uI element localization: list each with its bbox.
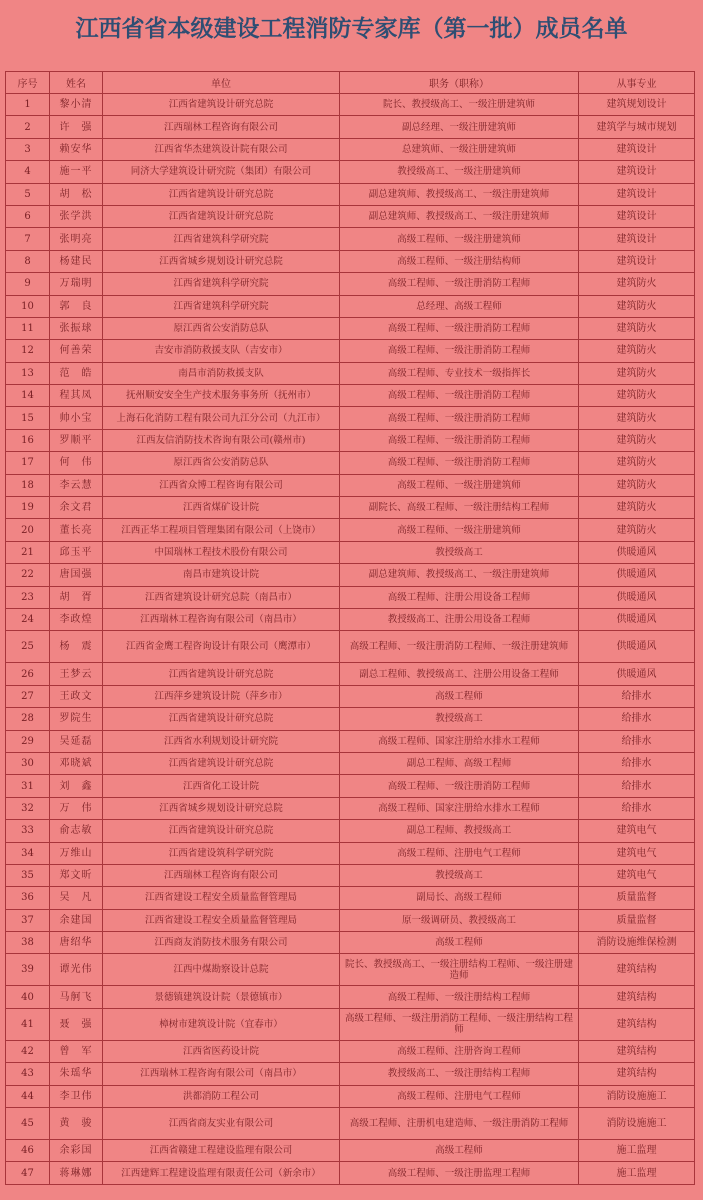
cell-name: 万维山	[50, 842, 103, 864]
cell-title: 高级工程师、一级注册消防工程师	[340, 775, 579, 797]
cell-name: 胡 松	[50, 183, 103, 205]
cell-field: 质量监督	[579, 887, 695, 909]
cell-unit: 江西省建筑设计研究总院	[103, 708, 340, 730]
cell-no: 14	[6, 385, 50, 407]
header-field: 从事专业	[579, 72, 695, 94]
cell-unit: 江西萍乡建筑设计院（萍乡市）	[103, 685, 340, 707]
cell-title: 副总工程师、高级工程师	[340, 752, 579, 774]
table-row	[6, 797, 695, 819]
cell-title: 高级工程师、一级注册消防工程师	[340, 429, 579, 451]
cell-no: 8	[6, 250, 50, 272]
cell-name: 聂 强	[50, 1008, 103, 1040]
cell-title: 教授级高工、一级注册结构工程师	[340, 1063, 579, 1085]
cell-title: 副总建筑师、教授级高工、一级注册建筑师	[340, 183, 579, 205]
cell-no: 13	[6, 362, 50, 384]
table-row	[6, 94, 695, 116]
cell-unit: 江西省建筑科学研究院	[103, 228, 340, 250]
cell-no: 27	[6, 685, 50, 707]
page-title: 江西省省本级建设工程消防专家库（第一批）成员名单	[75, 15, 628, 42]
cell-name: 范 皓	[50, 362, 103, 384]
cell-field: 建筑设计	[579, 161, 695, 183]
cell-field: 供暖通风	[579, 608, 695, 630]
cell-no: 41	[6, 1008, 50, 1040]
cell-no: 6	[6, 205, 50, 227]
cell-no: 10	[6, 295, 50, 317]
cell-unit: 江西省建筑设计研究总院	[103, 820, 340, 842]
cell-unit: 江西省华杰建筑设计院有限公司	[103, 138, 340, 160]
header-no: 序号	[6, 72, 50, 94]
cell-no: 47	[6, 1162, 50, 1184]
cell-no: 11	[6, 317, 50, 339]
cell-field: 供暖通风	[579, 631, 695, 663]
cell-unit: 江西省水利规划设计研究院	[103, 730, 340, 752]
cell-unit: 洪都消防工程公司	[103, 1085, 340, 1107]
cell-name: 万 伟	[50, 797, 103, 819]
cell-title: 高级工程师、一级注册消防工程师、一级注册结构工程师	[340, 1008, 579, 1040]
cell-unit: 江西省建筑科学研究院	[103, 273, 340, 295]
header-unit: 单位	[103, 72, 340, 94]
cell-title: 高级工程师	[340, 685, 579, 707]
cell-no: 44	[6, 1085, 50, 1107]
table-row	[6, 1162, 695, 1184]
cell-no: 16	[6, 429, 50, 451]
table-row	[6, 250, 695, 272]
table-row	[6, 954, 695, 986]
table-row	[6, 407, 695, 429]
cell-title: 高级工程师、一级注册消防工程师	[340, 385, 579, 407]
table-row	[6, 608, 695, 630]
cell-no: 37	[6, 909, 50, 931]
cell-field: 供暖通风	[579, 564, 695, 586]
cell-name: 董长亮	[50, 519, 103, 541]
cell-field: 建筑防火	[579, 340, 695, 362]
cell-field: 建筑结构	[579, 1040, 695, 1062]
cell-name: 黄 骏	[50, 1108, 103, 1140]
cell-name: 李云慧	[50, 474, 103, 496]
cell-unit: 抚州顺安安全生产技术服务事务所（抚州市）	[103, 385, 340, 407]
cell-name: 许 强	[50, 116, 103, 138]
cell-title: 高级工程师、注册电气工程师	[340, 1085, 579, 1107]
cell-field: 质量监督	[579, 909, 695, 931]
cell-no: 5	[6, 183, 50, 205]
table-row	[6, 519, 695, 541]
cell-unit: 江西友信消防技术咨询有限公司(赣州市)	[103, 429, 340, 451]
cell-name: 万瑞明	[50, 273, 103, 295]
cell-field: 建筑设计	[579, 138, 695, 160]
cell-title: 高级工程师、一级注册建筑师	[340, 519, 579, 541]
cell-unit: 江西省建筑设计研究总院（南昌市）	[103, 586, 340, 608]
cell-no: 15	[6, 407, 50, 429]
cell-name: 胡 胥	[50, 586, 103, 608]
cell-field: 建筑电气	[579, 864, 695, 886]
table-row	[6, 864, 695, 886]
table-row	[6, 909, 695, 931]
cell-unit: 江西省众博工程咨询有限公司	[103, 474, 340, 496]
cell-no: 18	[6, 474, 50, 496]
table-row	[6, 932, 695, 954]
cell-no: 34	[6, 842, 50, 864]
cell-no: 12	[6, 340, 50, 362]
cell-no: 40	[6, 986, 50, 1008]
cell-field: 建筑设计	[579, 228, 695, 250]
cell-field: 施工监理	[579, 1140, 695, 1162]
table-row	[6, 685, 695, 707]
cell-no: 19	[6, 497, 50, 519]
table-row	[6, 842, 695, 864]
cell-name: 杨建民	[50, 250, 103, 272]
cell-name: 黎小清	[50, 94, 103, 116]
cell-name: 赖安华	[50, 138, 103, 160]
cell-no: 32	[6, 797, 50, 819]
cell-title: 教授级高工、注册公用设备工程师	[340, 608, 579, 630]
cell-name: 何 伟	[50, 452, 103, 474]
cell-name: 李卫伟	[50, 1085, 103, 1107]
cell-unit: 同济大学建筑设计研究院（集团）有限公司	[103, 161, 340, 183]
table-row	[6, 228, 695, 250]
cell-unit: 江西省赣建工程建设监理有限公司	[103, 1140, 340, 1162]
table-row	[6, 663, 695, 685]
cell-field: 建筑结构	[579, 1008, 695, 1040]
cell-unit: 樟树市建筑设计院（宜春市）	[103, 1008, 340, 1040]
cell-no: 35	[6, 864, 50, 886]
cell-no: 20	[6, 519, 50, 541]
cell-no: 30	[6, 752, 50, 774]
cell-name: 唐国强	[50, 564, 103, 586]
cell-no: 4	[6, 161, 50, 183]
cell-title: 高级工程师、一级注册建筑师	[340, 228, 579, 250]
cell-no: 29	[6, 730, 50, 752]
cell-name: 谭光伟	[50, 954, 103, 986]
cell-unit: 江西省化工设计院	[103, 775, 340, 797]
cell-title: 高级工程师、注册机电建造师、一级注册消防工程师	[340, 1108, 579, 1140]
cell-name: 施一平	[50, 161, 103, 183]
cell-title: 教授级高工、一级注册建筑师	[340, 161, 579, 183]
cell-name: 帅小宝	[50, 407, 103, 429]
cell-name: 吴 凡	[50, 887, 103, 909]
table-header-row	[6, 72, 695, 94]
cell-unit: 江西中煤勘察设计总院	[103, 954, 340, 986]
table-row	[6, 1140, 695, 1162]
table-row	[6, 138, 695, 160]
cell-unit: 景德镇建筑设计院（景德镇市）	[103, 986, 340, 1008]
cell-title: 教授级高工	[340, 864, 579, 886]
cell-unit: 江西省建设筑科学研究院	[103, 842, 340, 864]
cell-name: 曾 军	[50, 1040, 103, 1062]
cell-title: 教授级高工	[340, 541, 579, 563]
table-row	[6, 586, 695, 608]
cell-field: 建筑结构	[579, 1063, 695, 1085]
table-row	[6, 497, 695, 519]
cell-name: 余文君	[50, 497, 103, 519]
cell-name: 邓晓斌	[50, 752, 103, 774]
cell-title: 高级工程师、一级注册消防工程师、一级注册建筑师	[340, 631, 579, 663]
cell-title: 副总经理、一级注册建筑师	[340, 116, 579, 138]
cell-name: 张明亮	[50, 228, 103, 250]
cell-name: 张振球	[50, 317, 103, 339]
cell-unit: 江西省建筑设计研究总院	[103, 205, 340, 227]
cell-field: 建筑学与城市规划	[579, 116, 695, 138]
cell-unit: 江西瑞林工程咨询有限公司	[103, 864, 340, 886]
table-row	[6, 340, 695, 362]
cell-title: 副局长、高级工程师	[340, 887, 579, 909]
cell-name: 朱瑶华	[50, 1063, 103, 1085]
cell-no: 36	[6, 887, 50, 909]
cell-unit: 江西瑞林工程咨询有限公司（南昌市）	[103, 1063, 340, 1085]
cell-title: 副总建筑师、教授级高工、一级注册建筑师	[340, 564, 579, 586]
cell-no: 23	[6, 586, 50, 608]
table-row	[6, 1008, 695, 1040]
table-row	[6, 887, 695, 909]
cell-unit: 江西商友消防技术服务有限公司	[103, 932, 340, 954]
cell-name: 蒋琳娜	[50, 1162, 103, 1184]
cell-unit: 江西省煤矿设计院	[103, 497, 340, 519]
cell-no: 9	[6, 273, 50, 295]
cell-title: 院长、教授级高工、一级注册建筑师	[340, 94, 579, 116]
table-row	[6, 775, 695, 797]
cell-unit: 江西瑞林工程咨询有限公司（南昌市）	[103, 608, 340, 630]
cell-name: 程其凤	[50, 385, 103, 407]
cell-no: 46	[6, 1140, 50, 1162]
cell-title: 高级工程师、注册公用设备工程师	[340, 586, 579, 608]
cell-no: 1	[6, 94, 50, 116]
cell-no: 25	[6, 631, 50, 663]
cell-field: 消防设施施工	[579, 1085, 695, 1107]
cell-unit: 江西省建筑设计研究总院	[103, 752, 340, 774]
cell-no: 33	[6, 820, 50, 842]
cell-no: 24	[6, 608, 50, 630]
cell-unit: 江西正华工程项目管理集团有限公司（上饶市）	[103, 519, 340, 541]
cell-unit: 原江西省公安消防总队	[103, 452, 340, 474]
cell-title: 教授级高工	[340, 708, 579, 730]
cell-name: 马舸飞	[50, 986, 103, 1008]
cell-name: 邱玉平	[50, 541, 103, 563]
table-row	[6, 820, 695, 842]
cell-no: 39	[6, 954, 50, 986]
cell-title: 高级工程师、一级注册消防工程师	[340, 407, 579, 429]
member-table	[5, 71, 695, 1185]
cell-title: 高级工程师、注册咨询工程师	[340, 1040, 579, 1062]
table-row	[6, 986, 695, 1008]
cell-field: 建筑防火	[579, 295, 695, 317]
table-row	[6, 631, 695, 663]
cell-unit: 江西省城乡规划设计研究总院	[103, 797, 340, 819]
table-row	[6, 205, 695, 227]
header-title: 职务（职称）	[340, 72, 579, 94]
cell-no: 22	[6, 564, 50, 586]
cell-title: 高级工程师、专业技术一级指挥长	[340, 362, 579, 384]
cell-name: 罗顺平	[50, 429, 103, 451]
cell-unit: 江西省城乡规划设计研究总院	[103, 250, 340, 272]
table-row	[6, 273, 695, 295]
cell-field: 给排水	[579, 752, 695, 774]
cell-field: 建筑设计	[579, 250, 695, 272]
cell-field: 建筑防火	[579, 385, 695, 407]
cell-name: 唐绍华	[50, 932, 103, 954]
cell-title: 高级工程师、一级注册消防工程师	[340, 340, 579, 362]
table-row	[6, 183, 695, 205]
cell-unit: 原江西省公安消防总队	[103, 317, 340, 339]
cell-unit: 江西省商友实业有限公司	[103, 1108, 340, 1140]
cell-title: 高级工程师、一级注册建筑师	[340, 474, 579, 496]
cell-no: 3	[6, 138, 50, 160]
cell-title: 副总工程师、教授级高工	[340, 820, 579, 842]
cell-no: 26	[6, 663, 50, 685]
cell-unit: 江西省金鹰工程咨询设计有限公司（鹰潭市）	[103, 631, 340, 663]
cell-unit: 江西省建筑设计研究总院	[103, 663, 340, 685]
cell-field: 建筑防火	[579, 497, 695, 519]
cell-field: 给排水	[579, 730, 695, 752]
cell-unit: 江西省建筑设计研究总院	[103, 183, 340, 205]
cell-title: 高级工程师、一级注册消防工程师	[340, 273, 579, 295]
cell-unit: 上海石化消防工程有限公司九江分公司（九江市）	[103, 407, 340, 429]
cell-name: 杨 震	[50, 631, 103, 663]
cell-title: 高级工程师、国家注册给水排水工程师	[340, 797, 579, 819]
cell-field: 供暖通风	[579, 663, 695, 685]
cell-no: 31	[6, 775, 50, 797]
cell-name: 刘 鑫	[50, 775, 103, 797]
cell-field: 建筑规划设计	[579, 94, 695, 116]
cell-unit: 江西省医药设计院	[103, 1040, 340, 1062]
header-name: 姓名	[50, 72, 103, 94]
cell-field: 建筑防火	[579, 429, 695, 451]
cell-field: 给排水	[579, 797, 695, 819]
cell-unit: 江西省建筑科学研究院	[103, 295, 340, 317]
cell-no: 17	[6, 452, 50, 474]
table-row	[6, 474, 695, 496]
cell-field: 建筑防火	[579, 474, 695, 496]
cell-name: 王政文	[50, 685, 103, 707]
cell-field: 消防设施施工	[579, 1108, 695, 1140]
table-row	[6, 564, 695, 586]
cell-unit: 南昌市建筑设计院	[103, 564, 340, 586]
cell-no: 38	[6, 932, 50, 954]
cell-title: 高级工程师	[340, 1140, 579, 1162]
cell-no: 7	[6, 228, 50, 250]
table-row	[6, 362, 695, 384]
cell-title: 高级工程师、注册电气工程师	[340, 842, 579, 864]
cell-field: 建筑电气	[579, 842, 695, 864]
cell-title: 院长、教授级高工、一级注册结构工程师、一级注册建造师	[340, 954, 579, 986]
cell-unit: 中国瑞林工程技术股份有限公司	[103, 541, 340, 563]
cell-field: 建筑结构	[579, 954, 695, 986]
cell-title: 高级工程师、一级注册消防工程师	[340, 317, 579, 339]
cell-name: 吴延磊	[50, 730, 103, 752]
cell-name: 罗院生	[50, 708, 103, 730]
cell-name: 李政煌	[50, 608, 103, 630]
cell-unit: 江西省建设工程安全质量监督管理局	[103, 887, 340, 909]
cell-name: 张学洪	[50, 205, 103, 227]
cell-title: 高级工程师、一级注册结构师	[340, 250, 579, 272]
cell-field: 建筑设计	[579, 205, 695, 227]
table-row	[6, 708, 695, 730]
table-row	[6, 161, 695, 183]
cell-name: 郭 良	[50, 295, 103, 317]
table-row	[6, 116, 695, 138]
table-row	[6, 1040, 695, 1062]
cell-title: 副总建筑师、教授级高工、一级注册建筑师	[340, 205, 579, 227]
cell-name: 余彩国	[50, 1140, 103, 1162]
cell-name: 郑文昕	[50, 864, 103, 886]
cell-name: 王梦云	[50, 663, 103, 685]
table-row	[6, 452, 695, 474]
cell-name: 何善荣	[50, 340, 103, 362]
cell-unit: 江西瑞林工程咨询有限公司	[103, 116, 340, 138]
cell-title: 高级工程师、一级注册监理工程师	[340, 1162, 579, 1184]
cell-field: 施工监理	[579, 1162, 695, 1184]
cell-no: 42	[6, 1040, 50, 1062]
cell-no: 45	[6, 1108, 50, 1140]
table-row	[6, 1063, 695, 1085]
cell-title: 高级工程师、国家注册给水排水工程师	[340, 730, 579, 752]
cell-field: 建筑电气	[579, 820, 695, 842]
cell-field: 建筑防火	[579, 362, 695, 384]
cell-name: 俞志敏	[50, 820, 103, 842]
cell-field: 供暖通风	[579, 541, 695, 563]
cell-title: 副院长、高级工程师、一级注册结构工程师	[340, 497, 579, 519]
cell-field: 给排水	[579, 775, 695, 797]
cell-title: 原一级调研员、教授级高工	[340, 909, 579, 931]
table-row	[6, 730, 695, 752]
table-row	[6, 295, 695, 317]
cell-no: 43	[6, 1063, 50, 1085]
cell-field: 供暖通风	[579, 586, 695, 608]
cell-unit: 吉安市消防救援支队（吉安市）	[103, 340, 340, 362]
cell-unit: 江西省建设工程安全质量监督管理局	[103, 909, 340, 931]
table-row	[6, 317, 695, 339]
cell-field: 建筑防火	[579, 407, 695, 429]
table-row	[6, 1085, 695, 1107]
table-row	[6, 429, 695, 451]
cell-field: 建筑防火	[579, 519, 695, 541]
cell-no: 21	[6, 541, 50, 563]
table-row	[6, 385, 695, 407]
cell-field: 建筑防火	[579, 452, 695, 474]
cell-field: 建筑防火	[579, 273, 695, 295]
cell-field: 建筑结构	[579, 986, 695, 1008]
cell-field: 建筑防火	[579, 317, 695, 339]
table-row	[6, 541, 695, 563]
cell-title: 高级工程师	[340, 932, 579, 954]
cell-field: 给排水	[579, 685, 695, 707]
cell-no: 2	[6, 116, 50, 138]
cell-title: 总建筑师、一级注册建筑师	[340, 138, 579, 160]
cell-title: 总经理、高级工程师	[340, 295, 579, 317]
cell-unit: 南昌市消防救援支队	[103, 362, 340, 384]
cell-title: 高级工程师、一级注册结构工程师	[340, 986, 579, 1008]
cell-unit: 江西建辉工程建设监理有限责任公司（新余市）	[103, 1162, 340, 1184]
cell-no: 28	[6, 708, 50, 730]
cell-field: 消防设施维保检测	[579, 932, 695, 954]
cell-unit: 江西省建筑设计研究总院	[103, 94, 340, 116]
cell-field: 建筑设计	[579, 183, 695, 205]
cell-name: 余建国	[50, 909, 103, 931]
table-row	[6, 1108, 695, 1140]
cell-title: 副总工程师、教授级高工、注册公用设备工程师	[340, 663, 579, 685]
cell-title: 高级工程师、一级注册消防工程师	[340, 452, 579, 474]
table-row	[6, 752, 695, 774]
cell-field: 给排水	[579, 708, 695, 730]
